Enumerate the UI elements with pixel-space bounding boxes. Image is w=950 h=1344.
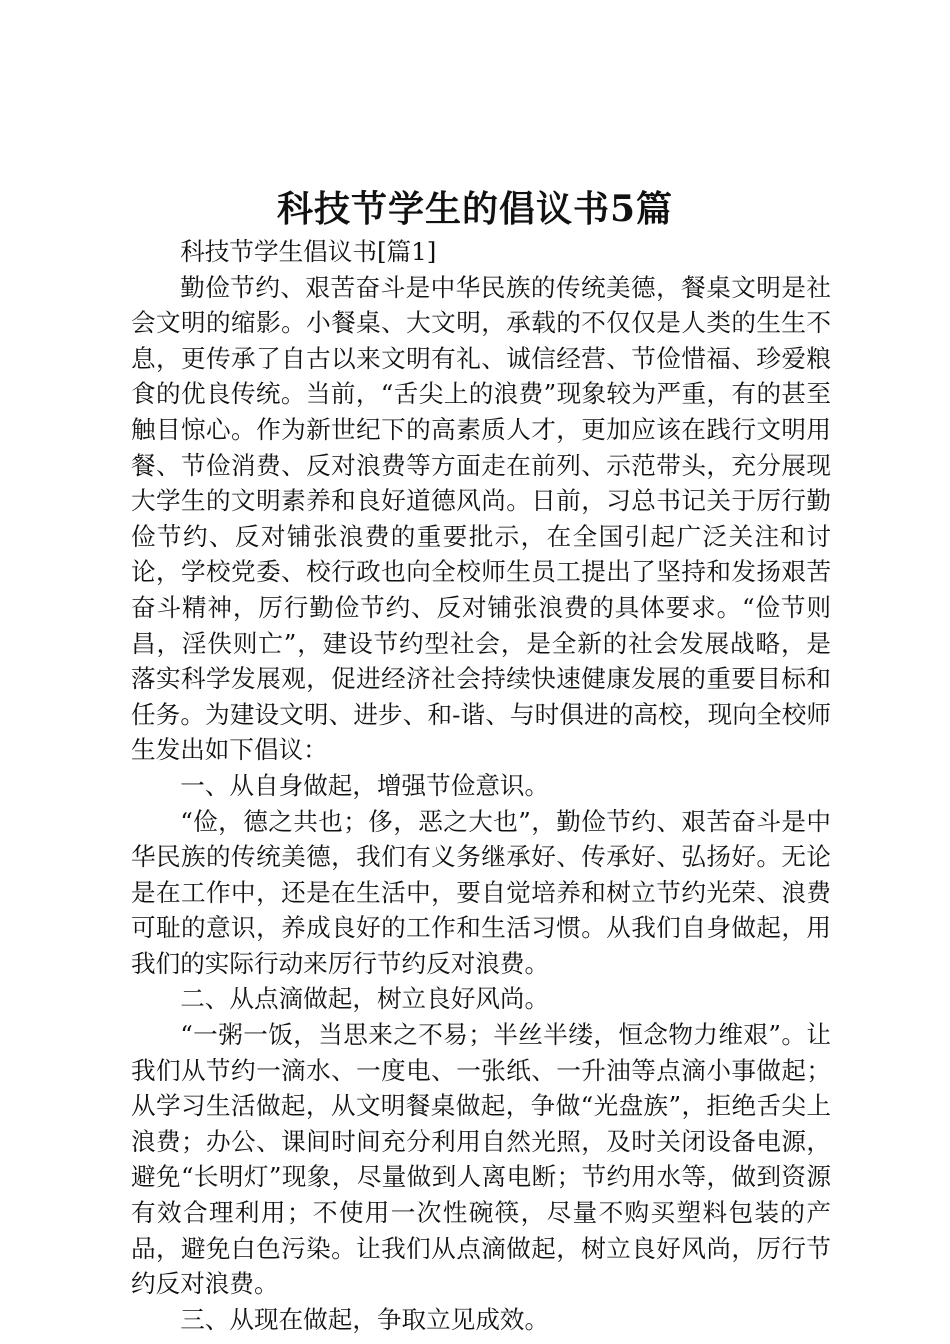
point-heading-2: 二、从点滴做起，树立良好风尚。 <box>180 984 550 1014</box>
point-heading-3: 三、从现在做起，争取立见成效。 <box>180 1304 550 1334</box>
point-heading-1: 一、从自身做起，增强节俭意识。 <box>180 770 550 800</box>
document-body <box>131 234 831 1337</box>
paragraph-point-1: “俭，德之共也；侈，恶之大也”，勤俭节约、艰苦奋斗是中华民族的传统美德，我们有义务继承好、传承好、弘扬好。无论是在工作中，还是在生活中，要自觉培养和树立节约光荣、浪费可耻的意识，养成良好的工作和生活习惯。从我们自身做起，用我们的实际行动来厉行节约反对浪费。 <box>131 806 831 978</box>
paragraph-intro: 勤俭节约、艰苦奋斗是中华民族的传统美德，餐桌文明是社会文明的缩影。小餐桌、大文明，承载的不仅仅是人类的生生不息，更传承了自古以来文明有礼、诚信经营、节俭惜福、珍爱粮食的优良传统。当前，“舌尖上的浪费”现象较为严重，有的甚至触目惊心。作为新世纪下的高素质人才，更加应该在践行文明用餐、节俭消费、反对浪费等方面走在前列、示范带头，充分展现大学生的文明素养和良好道德风尚。日前，习总书记关于厉行勤俭节约、反对铺张浪费的重要批示，在全国引起广泛关注和讨论，学校党委、校行政也向全校师生员工提出了坚持和发扬艰苦奋斗精神，厉行勤俭节约、反对铺张浪费的具体要求。“俭节则昌，淫佚则亡”，建设节约型社会，是全新的社会发展战略，是落实科学发展观，促进经济社会持续快速健康发展的重要目标和任务。为建设文明、进步、和-谐、与时俱进的高校，现向全校师生发出如下倡议： <box>131 272 831 765</box>
section-heading-1: 科技节学生倡议书[篇1] <box>180 237 437 266</box>
document-title: 科技节学生的倡议书5篇 <box>276 188 674 230</box>
paragraph-point-2: “一粥一饭，当思来之不易；半丝半缕，恒念物力维艰”。让我们从节约一滴水、一度电、一张纸、一升油等点滴小事做起；从学习生活做起，从文明餐桌做起，争做“光盘族”，拒绝舌尖上浪费；办公、课间时间充分利用自然光照，及时关闭设备电源，避免“长明灯”现象，尽量做到人离电断；节约用水等，做到资源有效合理利用；不使用一次性碗筷，尽量不购买塑料包装的产品，避免白色污染。让我们从点滴做起，树立良好风尚，厉行节约反对浪费。 <box>131 1020 831 1299</box>
